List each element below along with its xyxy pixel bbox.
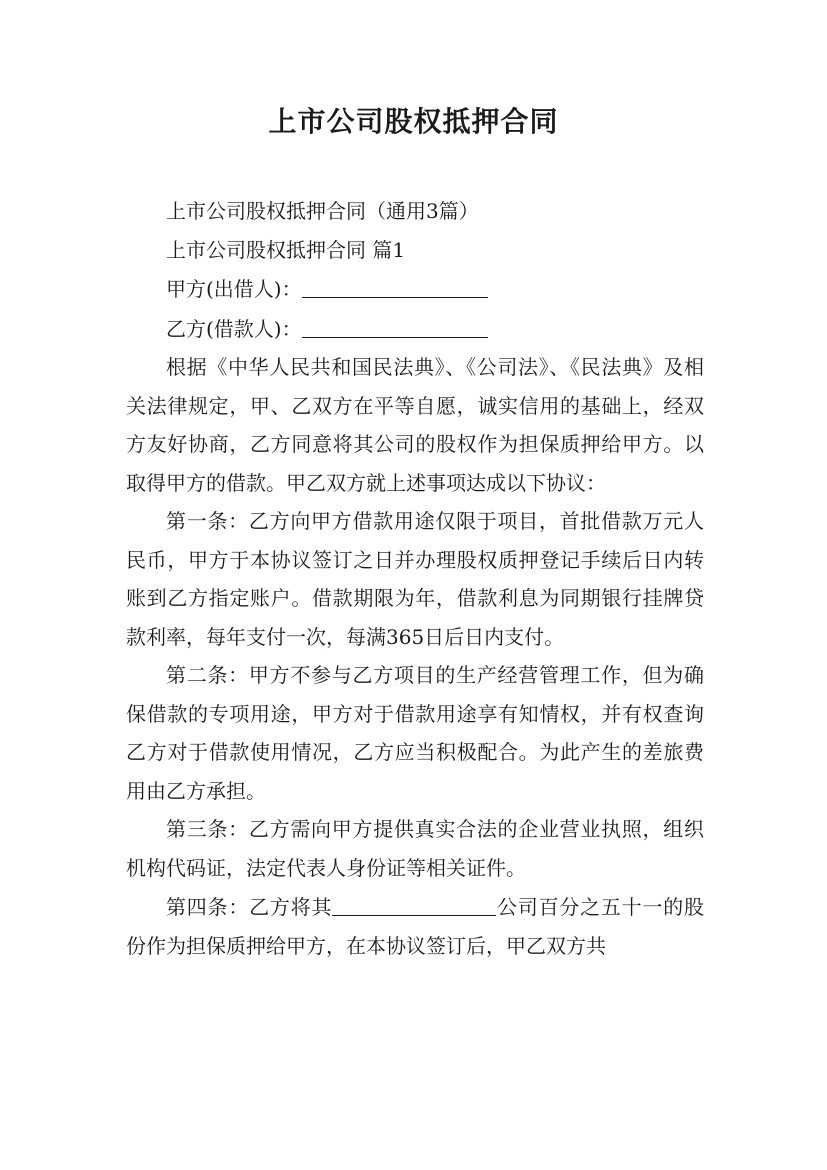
party-b-line — [126, 309, 704, 349]
document-title: 上市公司股权抵押合同 — [268, 105, 559, 138]
party-a-label: 甲方(出借人)： — [166, 277, 302, 301]
party-b-label: 乙方(借款人)： — [166, 316, 302, 341]
article-4-rest: 公司百分之五十一的股份作为担保质押给甲方，在本协议签订后，甲乙双方共 — [126, 895, 705, 958]
party-a-line — [126, 269, 704, 309]
article-3: 第三条：乙方需向甲方提供真实合法的企业营业执照，组织机构代码证，法定代表人身份证等相关证件。 — [126, 817, 704, 880]
party-a-blank — [302, 271, 488, 298]
intro-paragraph: 根据《中华人民共和国民法典》、《公司法》、《民法典》及相关法律规定，甲、乙双方在平等自愿，诚实信用的基础上，经双方友好协商，乙方同意将其公司的股权作为担保质押给甲方。以取得甲方的借款。甲乙双方就上述事项达成以下协议： — [126, 355, 704, 495]
document-subtitle: 上市公司股权抵押合同（通用3篇） — [166, 199, 479, 223]
article-4-blank — [332, 889, 496, 916]
party-b-blank — [302, 311, 488, 338]
section-heading: 上市公司股权抵押合同 篇1 — [166, 237, 406, 262]
document-body — [126, 192, 704, 965]
article-4 — [126, 887, 704, 965]
article-2: 第二条：甲方不参与乙方项目的生产经营管理工作，但为确保借款的专项用途，甲方对于借款用途享有知情权，并有权查询乙方对于借款使用情况，乙方应当积极配合。为此产生的差旅费用由乙方承担。 — [126, 663, 704, 803]
article-1: 第一条：乙方向甲方借款用途仅限于项目，首批借款万元人民币，甲方于本协议签订之日并办理股权质押登记手续后日内转账到乙方指定账户。借款期限为年，借款利息为同期银行挂牌贷款利率，每年支付一次，每满365日后日内支付。 — [126, 509, 704, 649]
article-4-start: 第四条：乙方将其 — [166, 895, 333, 919]
